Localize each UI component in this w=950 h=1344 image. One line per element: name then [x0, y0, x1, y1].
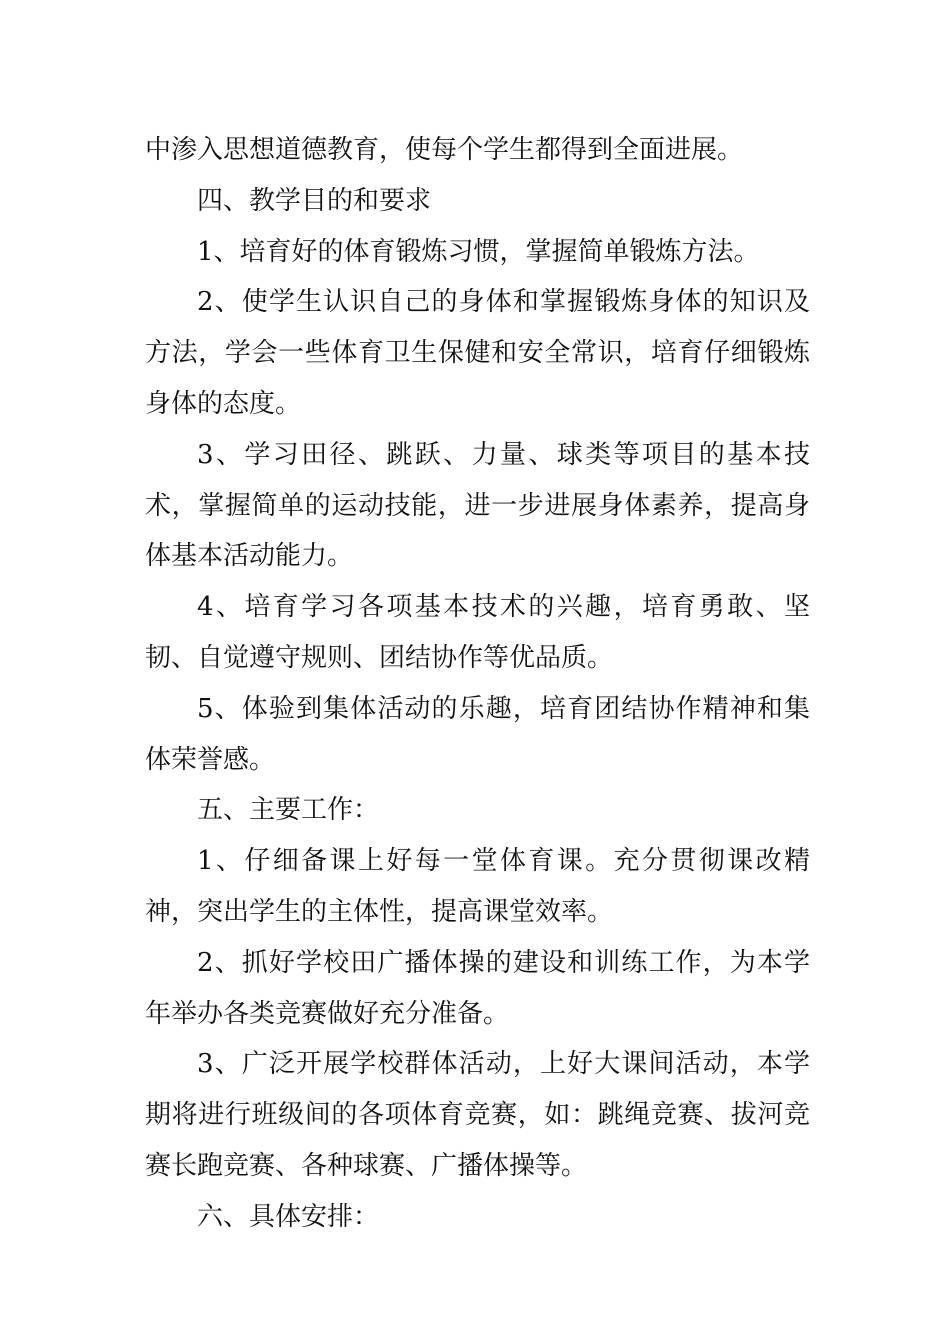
- objective-item-4: 4、培育学习各项基本技术的兴趣，培育勇敢、坚韧、自觉遵守规则、团结协作等优品质。: [145, 592, 810, 673]
- section-heading-objectives: 四、教学目的和要求: [197, 185, 432, 216]
- paragraph-continuation: 中渗入思想道德教育，使每个学生都得到全面进展。: [145, 135, 744, 165]
- section-heading-schedule: 六、具体安排：: [197, 1201, 380, 1232]
- section-heading-main-work: 五、主要工作：: [197, 795, 380, 826]
- objective-item-5: 5、体验到集体活动的乐趣，培育团结协作精神和集体荣誉感。: [145, 693, 810, 775]
- work-item-2: 2、抓好学校田广播体操的建设和训练工作，为本学年举办各类竞赛做好充分准备。: [145, 947, 810, 1029]
- document-body: [145, 125, 810, 1243]
- work-item-3: 3、广泛开展学校群体活动，上好大课间活动，本学期将进行班级间的各项体育竞赛，如：跳绳竞赛、拔河竞赛长跑竞赛、各种球赛、广播体操等。: [145, 1049, 810, 1181]
- objective-item-3: 3、学习田径、跳跃、力量、球类等项目的基本技术，掌握简单的运动技能，进一步进展身体素养，提高身体基本活动能力。: [145, 439, 810, 572]
- objective-item-2: 2、使学生认识自己的身体和掌握锻炼身体的知识及方法，学会一些体育卫生保健和安全常识，培育仔细锻炼身体的态度。: [145, 287, 810, 419]
- work-item-1: 1、仔细备课上好每一堂体育课。充分贯彻课改精神，突出学生的主体性，提高课堂效率。: [145, 846, 810, 927]
- objective-item-1: 1、培育好的体育锻炼习惯，掌握简单锻炼方法。: [197, 236, 760, 267]
